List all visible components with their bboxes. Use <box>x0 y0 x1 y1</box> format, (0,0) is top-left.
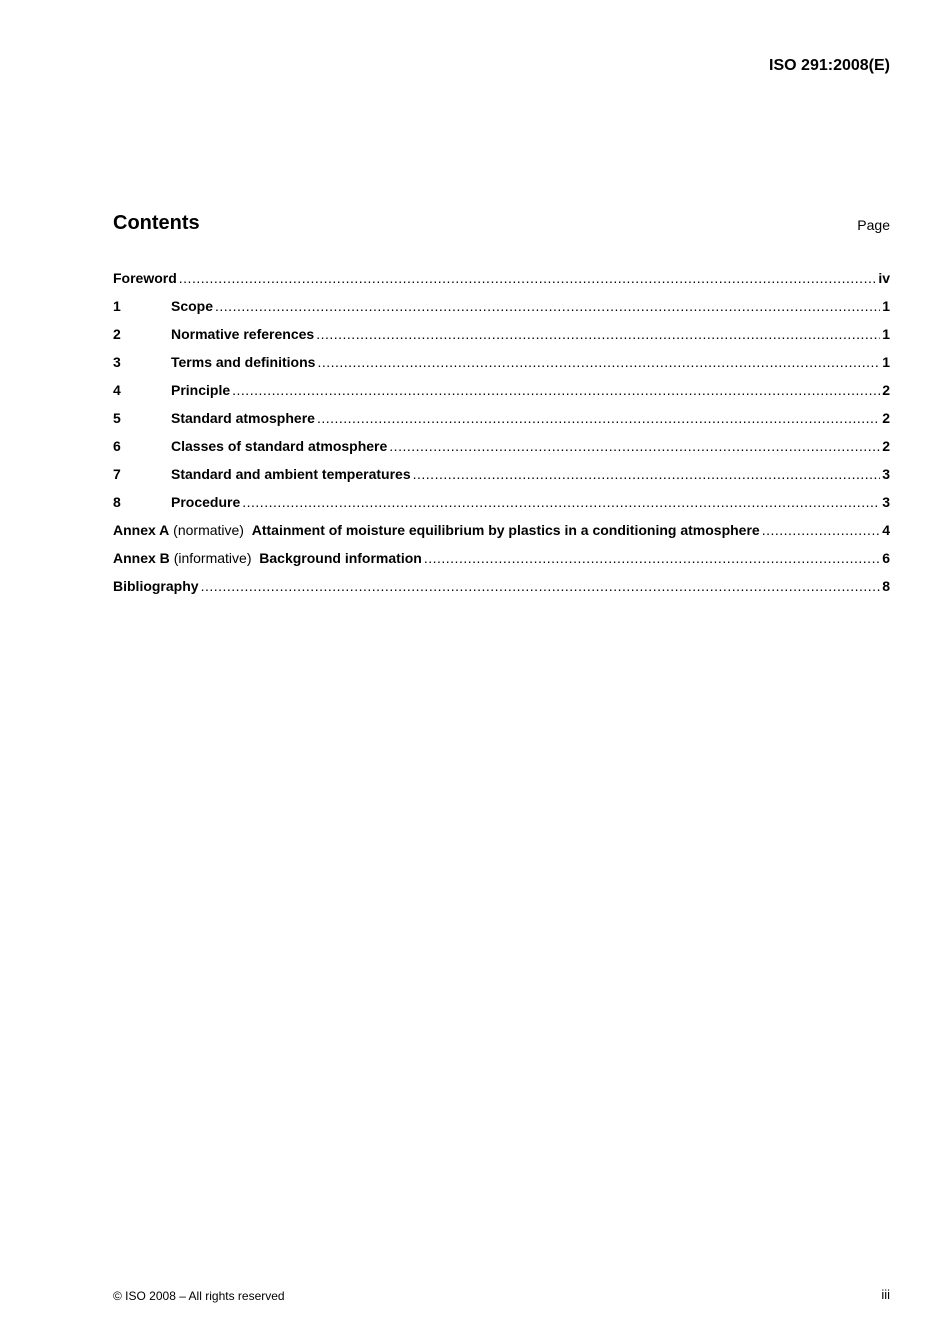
toc-entry-page: 3 <box>882 494 890 510</box>
toc-entry-title: Standard and ambient temperatures <box>171 466 411 482</box>
toc-entry-page: iv <box>878 270 890 286</box>
toc-entry-page: 3 <box>882 466 890 482</box>
dot-leader <box>762 518 881 542</box>
table-of-contents <box>113 266 890 602</box>
toc-entry-standard-atmosphere[interactable] <box>113 406 890 434</box>
dot-leader <box>215 294 880 318</box>
toc-entry-title: Principle <box>171 382 231 398</box>
toc-entry-classes-of-standard-atmosphere[interactable] <box>113 434 890 462</box>
dot-leader <box>413 462 881 486</box>
dot-leader <box>201 574 881 598</box>
toc-entry-page: 1 <box>882 326 890 342</box>
toc-entry-procedure[interactable] <box>113 490 890 518</box>
toc-entry-annex-a[interactable] <box>113 518 890 546</box>
dot-leader <box>232 378 880 402</box>
toc-entry-foreword[interactable] <box>113 266 890 294</box>
dot-leader <box>389 434 880 458</box>
toc-entry-principle[interactable] <box>113 378 890 406</box>
copyright-notice: © ISO 2008 – All rights reserved <box>113 1289 285 1303</box>
toc-entry-title: Foreword <box>113 270 177 286</box>
dot-leader <box>179 266 877 290</box>
toc-entry-title: Classes of standard atmosphere <box>171 438 388 454</box>
toc-entry-title: Bibliography <box>113 578 199 594</box>
toc-entry-page: 4 <box>882 522 890 538</box>
toc-entry-annex-b[interactable] <box>113 546 890 574</box>
toc-entry-page: 1 <box>882 354 890 370</box>
annex-label: Annex B <box>113 550 170 566</box>
annex-type: (informative) <box>173 550 252 566</box>
toc-entry-page: 2 <box>882 382 890 398</box>
toc-entry-number: 2 <box>113 326 121 342</box>
toc-entry-standard-and-ambient-temperatures[interactable] <box>113 462 890 490</box>
toc-entry-title: Normative references <box>171 326 315 342</box>
contents-header <box>113 210 890 238</box>
contents-title: Contents <box>113 212 200 234</box>
dot-leader <box>316 322 880 346</box>
page-number: iii <box>881 1287 890 1302</box>
annex-title: Background information <box>259 550 422 566</box>
toc-entry-number: 3 <box>113 354 121 370</box>
toc-entry-title: Terms and definitions <box>171 354 316 370</box>
toc-entry-number: 5 <box>113 410 121 426</box>
toc-entry-scope[interactable] <box>113 294 890 322</box>
toc-entry-terms-and-definitions[interactable] <box>113 350 890 378</box>
toc-entry-number: 7 <box>113 466 121 482</box>
toc-entry-page: 8 <box>882 578 890 594</box>
toc-entry-title: Scope <box>171 298 214 314</box>
toc-entry-page: 6 <box>882 550 890 566</box>
annex-type: (normative) <box>173 522 244 538</box>
dot-leader <box>317 350 880 374</box>
toc-entry-number: 4 <box>113 382 121 398</box>
document-id: ISO 291:2008(E) <box>769 57 890 74</box>
toc-entry-bibliography[interactable] <box>113 574 890 602</box>
toc-entry-number: 8 <box>113 494 121 510</box>
page-column-label: Page <box>857 217 890 233</box>
toc-entry-normative-references[interactable] <box>113 322 890 350</box>
dot-leader <box>317 406 880 430</box>
toc-entry-number: 1 <box>113 298 121 314</box>
annex-title: Attainment of moisture equilibrium by plastics in a conditioning atmosphere <box>251 522 760 538</box>
toc-entry-title: Procedure <box>171 494 241 510</box>
toc-entry-page: 1 <box>882 298 890 314</box>
toc-entry-page: 2 <box>882 410 890 426</box>
toc-entry-title: Standard atmosphere <box>171 410 315 426</box>
dot-leader <box>424 546 880 570</box>
toc-entry-number: 6 <box>113 438 121 454</box>
toc-entry-page: 2 <box>882 438 890 454</box>
annex-label: Annex A <box>113 522 170 538</box>
dot-leader <box>242 490 880 514</box>
